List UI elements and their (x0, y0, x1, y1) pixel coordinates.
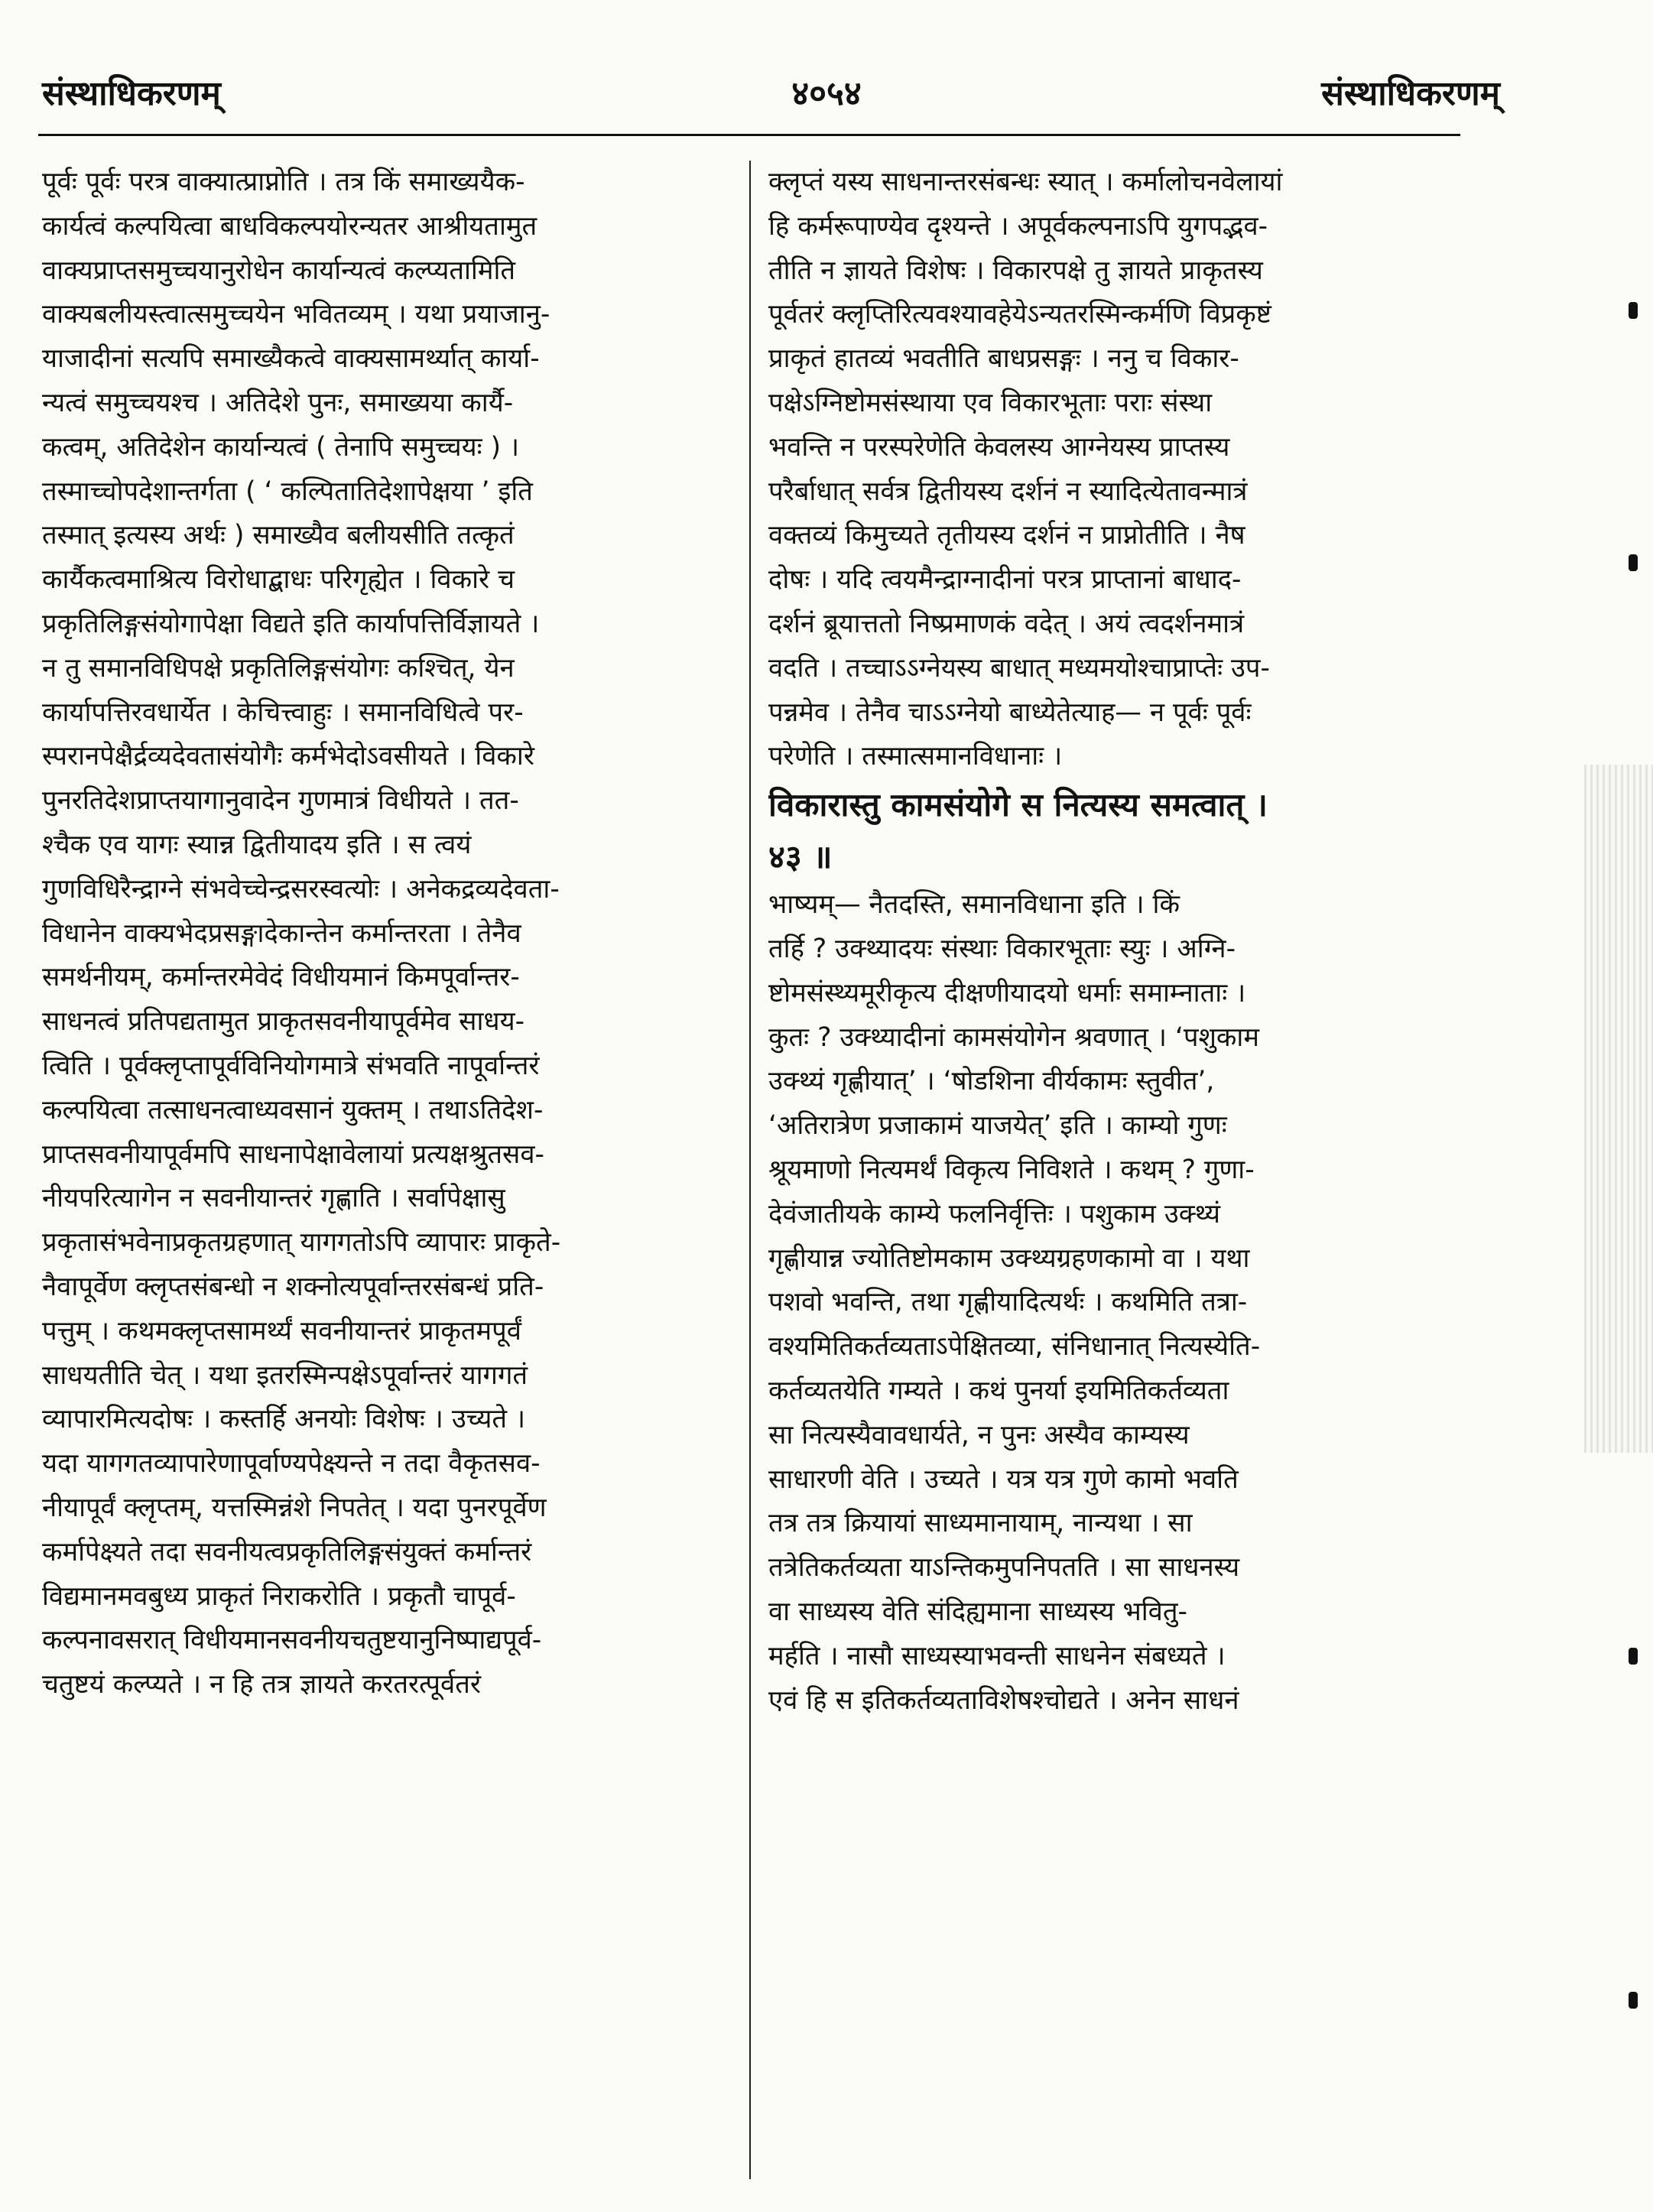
text-line: कल्पनावसरात् विधीयमानसवनीयचतुष्टयानुनिष्पाद्यपूर्व- (42, 1625, 542, 1656)
text-line: कुतः ? उक्थ्यादीनां कामसंयोगेन श्रवणात् । ‘पशुकाम (768, 1022, 1259, 1053)
scan-edge-artifact (1584, 765, 1653, 1453)
text-line: नीयपरित्यागेन न सवनीयान्तरं गृह्णाति । सर्वापेक्षासु (42, 1183, 505, 1214)
text-line: यदा यागगतव्यापारेणापूर्वाण्यपेक्ष्यन्ते न तदा वैकृतसव- (42, 1448, 541, 1480)
text-line: पूर्वतरं क्लृप्तिरित्यवश्यावहेयेऽन्यतरस्मिन्कर्मणि विप्रकृष्टं (768, 299, 1271, 330)
text-line: विधानेन वाक्यभेदप्रसङ्गादेकान्तेन कर्मान्तरता । तेनैव (42, 918, 521, 949)
text-line: कर्तव्यतयेति गम्यते । कथं पुनर्या इयमितिकर्तव्यता (768, 1375, 1229, 1406)
text-line: प्राकृतं हातव्यं भवतीति बाधप्रसङ्गः । ननु च विकार- (768, 343, 1239, 375)
text-line: पुनरतिदेशप्राप्तयागानुवादेन गुणमात्रं विधीयते । तत- (42, 785, 519, 817)
right-column-commentary (768, 161, 1453, 779)
text-line: कल्पयित्वा तत्साधनत्वाध्यवसानं युक्तम् । तथाऽतिदेश- (42, 1094, 544, 1125)
text-line: पूर्वः पूर्वः परत्र वाक्यात्प्राप्नोति । तत्र किं समाख्ययैक- (42, 167, 525, 197)
text-line: मर्हति । नासौ साध्यस्याभवन्ती साधनेन संबध्यते । (768, 1640, 1226, 1671)
text-line: एवं हि स इतिकर्तव्यताविशेषश्चोद्यते । अनेन साधनं (768, 1684, 1239, 1716)
text-line: पत्तुम् । कथमक्लृप्तसामर्थ्यं सवनीयान्तरं प्राकृतमपूर्वं (42, 1315, 521, 1346)
text-line: नीयापूर्वं क्लृप्तम्, यत्तस्मिन्नंशे निपतेत् । यदा पुनरपूर्वेण (42, 1492, 547, 1523)
text-line: वा साध्यस्य वेति संदिह्यमाना साध्यस्य भवितु- (768, 1596, 1187, 1627)
text-line: कत्वम्, अतिदेशेन कार्यान्यत्वं ( तेनापि समुच्चयः ) । (42, 431, 520, 463)
text-line: याजादीनां सत्यपि समाख्यैकत्वे वाक्यसामर्थ्यात् कार्या- (42, 343, 540, 375)
text-line: साधारणी वेति । उच्यते । यत्र यत्र गुणे कामो भवति (768, 1463, 1239, 1495)
text-line: पक्षेऽग्निष्टोमसंस्थाया एव विकारभूताः पराः संस्था (768, 387, 1213, 418)
right-column (768, 161, 1453, 1723)
text-line: साधनत्वं प्रतिपद्यतामुत प्राकृतसवनीयापूर्वमेव साधय- (42, 1006, 525, 1038)
text-line: तत्र तत्र क्रियायां साध्यमानायाम्, नान्यथा । सा (768, 1508, 1193, 1539)
text-line: ‘अतिरात्रेण प्रजाकामं याजयेत्’ इति । काम्यो गुणः (768, 1110, 1227, 1142)
text-line: तर्हि ? उक्थ्यादयः संस्थाः विकारभूताः स्युः । अग्नि- (768, 933, 1236, 964)
text-line: प्रकृतिलिङ्गसंयोगापेक्षा विद्यते इति कार्यापत्तिर्विज्ञायते । (42, 608, 540, 639)
text-line: श्चैक एव यागः स्यान्न द्वितीयादय इति । स त्वयं (42, 829, 472, 860)
sutra-line-1: विकारास्तु कामसंयोगे स नित्यस्य समत्वात् । (768, 786, 1268, 824)
text-line: श्रूयमाणो नित्यमर्थं विकृत्य निविशते । कथम् ? गुणा- (768, 1154, 1255, 1185)
text-line: क्लृप्तं यस्य साधनान्तरसंबन्धः स्यात् । कर्मालोचनवेलायां (768, 167, 1283, 197)
text-line: भवन्ति न परस्परेणेति केवलस्य आग्नेयस्य प्राप्तस्य (768, 431, 1230, 463)
text-line: गुणविधिरैन्द्राग्ने संभवेच्चेन्द्रसरस्वत्योः । अनेकद्रव्यदेवता- (42, 873, 560, 905)
text-line: समर्थनीयम्, कर्मान्तरमेवेदं विधीयमानं किमपूर्वान्तर- (42, 962, 520, 993)
bhashya-text (768, 883, 1453, 1723)
text-line: परेणेति । तस्मात्समानविधानाः । (768, 741, 1063, 772)
text-line: देवंजातीयके काम्ये फलनिर्वृत्तिः । पशुकाम उक्थ्यं (768, 1198, 1221, 1229)
column-divider (749, 161, 751, 2179)
text-line: तस्मात् इत्यस्य अर्थः ) समाख्यैव बलीयसीति तत्कृतं (42, 520, 515, 551)
text-line: तत्रेतिकर्तव्यता याऽन्तिकमुपनिपतति । सा साधनस्य (768, 1552, 1240, 1583)
text-line: दोषः । यदि त्वयमैन्द्राग्नादीनां परत्र प्राप्तानां बाधाद- (768, 564, 1242, 596)
text-line: त्विति । पूर्वक्लृप्तापूर्वविनियोगमात्रे संभवति नापूर्वान्तरं (42, 1050, 540, 1081)
text-line: हि कर्मरूपाण्येव दृश्यन्ते । अपूर्वकल्पनाऽपि युगपद्भव- (768, 210, 1268, 242)
scan-mark (1629, 1992, 1638, 2009)
text-line: कर्मापेक्ष्यते तदा सवनीयत्वप्रकृतिलिङ्गसंयुक्तं कर्मान्तरं (42, 1536, 532, 1567)
text-line: चतुष्टयं कल्प्यते । न हि तत्र ज्ञायते करतरत्पूर्वतरं (42, 1669, 481, 1700)
text-line: न तु समानविधिपक्षे प्रकृतिलिङ्गसंयोगः कश्चित्, येन (42, 652, 515, 684)
text-line: पशवो भवन्ति, तथा गृह्णीयादित्यर्थः । कथमिति तत्रा- (768, 1287, 1248, 1318)
text-line: उक्थ्यं गृह्णीयात्’ । ‘षोडशिना वीर्यकामः स्तुवीत’, (768, 1066, 1215, 1097)
text-line: स्परानपेक्षैर्द्रव्यदेवतासंयोगैः कर्मभेदोऽवसीयते । विकारे (42, 741, 534, 772)
running-title-left: संस्थाधिकरणम् (42, 74, 221, 113)
sutra-heading (768, 779, 1453, 883)
text-line: वाक्यबलीयस्त्वात्समुच्चयेन भवितव्यम् । यथा प्रयाजानु- (42, 299, 550, 330)
text-line: नैवापूर्वेण क्लृप्तसंबन्धो न शक्नोत्यपूर्वान्तरसंबन्धं प्रति- (42, 1271, 544, 1302)
header-rule (38, 134, 1460, 136)
text-line: कार्यैकत्वमाश्रित्य विरोधाद्बाधः परिगृह्येत । विकारे च (42, 564, 515, 596)
text-line: न्यत्वं समुच्चयश्च । अतिदेशे पुनः, समाख्यया कार्यै- (42, 387, 514, 418)
text-line: गृह्णीयान्न ज्योतिष्टोमकाम उक्थ्यग्रहणकामो वा । यथा (768, 1242, 1250, 1274)
page-header (0, 54, 1653, 122)
page-number: ४०५४ (791, 74, 862, 113)
text-line: ष्टोमसंस्थ्यमूरीकृत्य दीक्षणीयादयो धर्माः समाम्नाताः । (768, 977, 1246, 1009)
text-line: तीति न ज्ञायते विशेषः । विकारपक्षे तु ज्ञायते प्राकृतस्य (768, 255, 1263, 286)
text-line: व्यापारमित्यदोषः । कस्तर्हि अनयोः विशेषः । उच्यते । (42, 1404, 526, 1435)
text-line: कार्यापत्तिरवधार्येत । केचित्त्वाहुः । समानविधित्वे पर- (42, 697, 524, 728)
sutra-line-2: ४३ ॥ (768, 838, 833, 876)
text-line: प्रकृतासंभवेनाप्रकृतग्रहणात् यागगतोऽपि व्यापारः प्राकृते- (42, 1227, 561, 1259)
scan-mark (1629, 554, 1638, 571)
left-column (42, 161, 726, 1707)
text-line: वाक्यप्राप्तसमुच्चयानुरोधेन कार्यान्यत्वं कल्प्यतामिति (42, 255, 516, 286)
text-line: प्राप्तसवनीयापूर्वमपि साधनापेक्षावेलायां प्रत्यक्षश्रुतसव- (42, 1138, 544, 1170)
text-line: पन्नमेव । तेनैव चाऽऽग्नेयो बाध्येतेत्याह— न पूर्वः पूर्वः (768, 697, 1252, 728)
text-line: विद्यमानमवबुध्य प्राकृतं निराकरोति । प्रकृतौ चापूर्व- (42, 1580, 516, 1612)
scan-mark (1629, 302, 1638, 319)
text-line: वश्यमितिकर्तव्यताऽपेक्षितव्या, संनिधानात् नित्यस्येति- (768, 1331, 1261, 1363)
text-line: साधयतीति चेत् । यथा इतरस्मिन्पक्षेऽपूर्वान्तरं यागगतं (42, 1359, 528, 1391)
text-line: तस्माच्चोपदेशान्तर्गता ( ‘ कल्पितातिदेशापेक्षया ’ इति (42, 476, 533, 507)
text-line: वदति । तच्चाऽऽग्नेयस्य बाधात् मध्यमयोश्चाप्राप्तेः उप- (768, 652, 1270, 684)
text-line: दर्शनं ब्रूयात्ततो निष्प्रमाणकं वदेत् । अयं त्वदर्शनमात्रं (768, 608, 1245, 639)
text-line: वक्तव्यं किमुच्यते तृतीयस्य दर्शनं न प्राप्नोतीति । नैष (768, 520, 1245, 551)
text-line: सा नित्यस्यैवावधार्यते, न पुनः अस्यैव काम्यस्य (768, 1419, 1190, 1450)
running-title-right: संस्थाधिकरणम् (1321, 74, 1500, 113)
text-line: भाष्यम्— नैतदस्ति, समानविधाना इति । किं (768, 889, 1180, 921)
text-line: कार्यत्वं कल्पयित्वा बाधविकल्पयोरन्यतर आश्रीयतामुत (42, 210, 537, 242)
text-line: परैर्बाधात् सर्वत्र द्वितीयस्य दर्शनं न स्यादित्येतावन्मात्रं (768, 476, 1248, 507)
scan-mark (1629, 1648, 1638, 1665)
